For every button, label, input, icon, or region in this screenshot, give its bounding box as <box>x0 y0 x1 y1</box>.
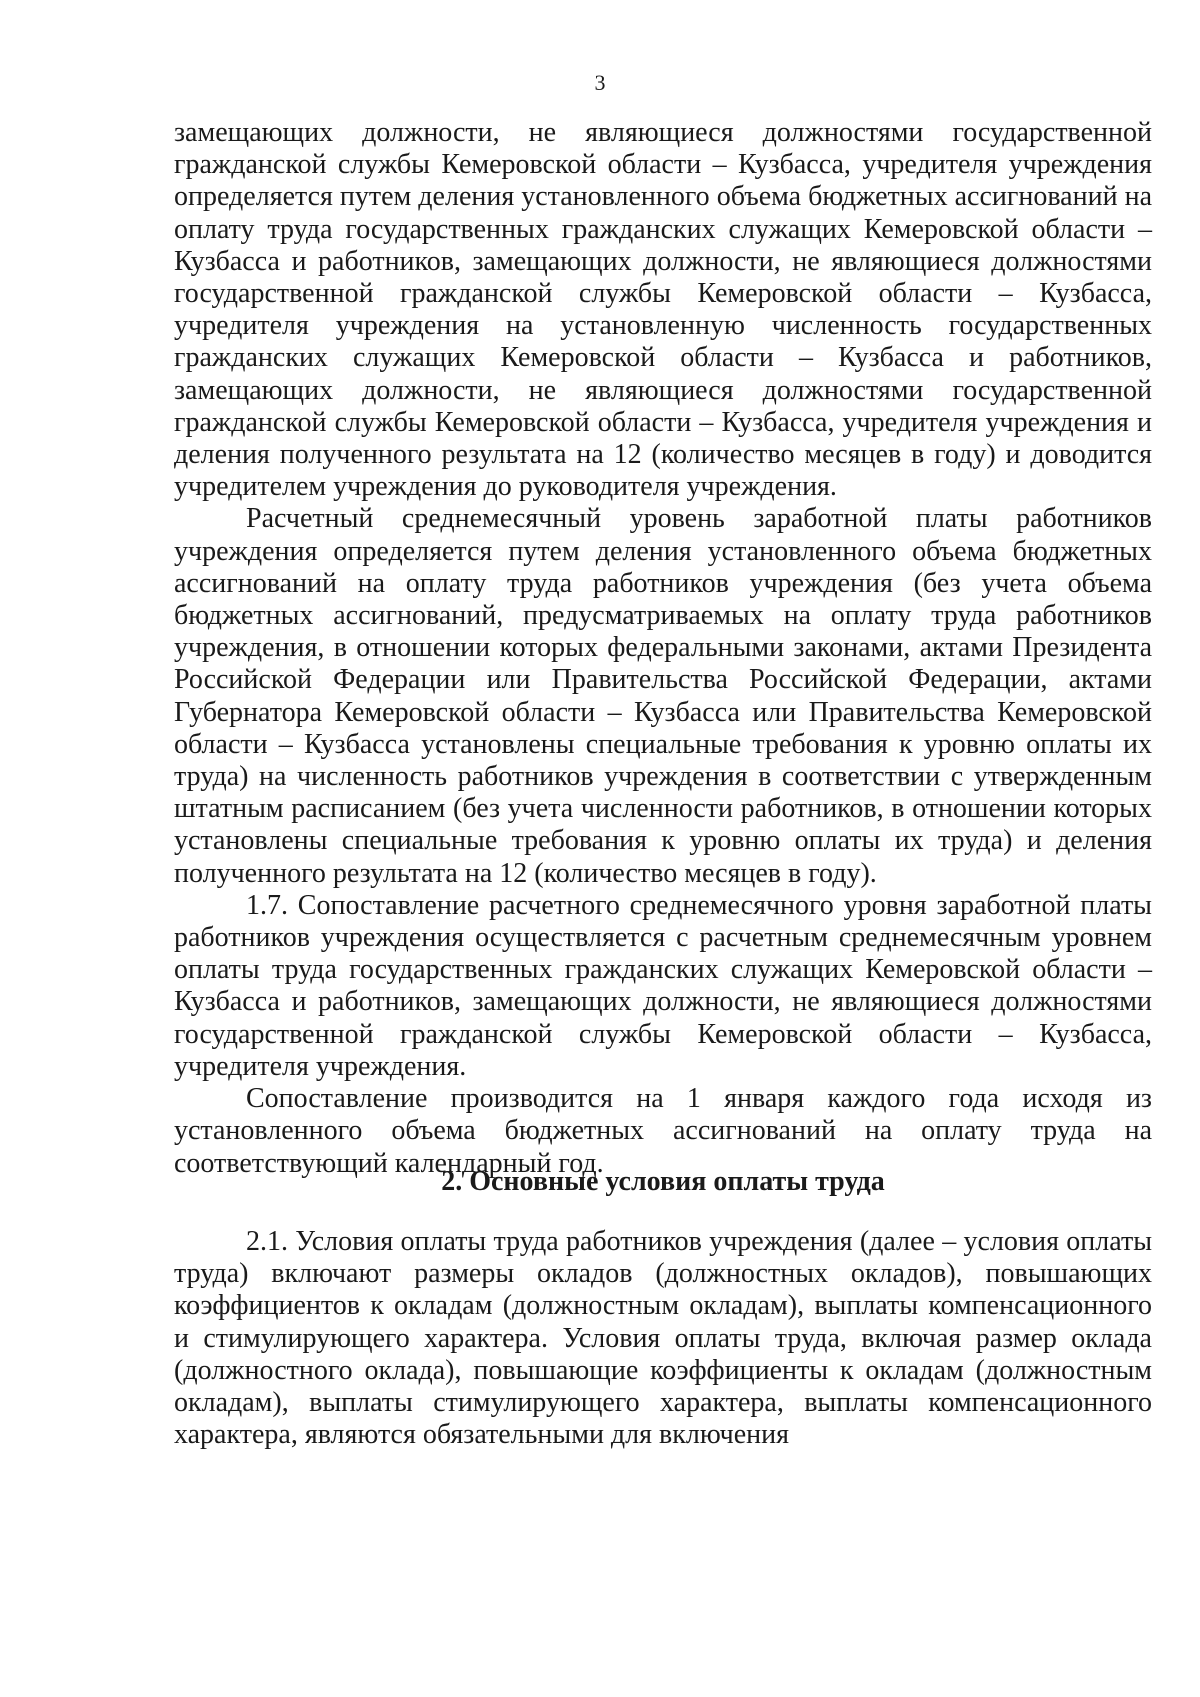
paragraph-salary-calculation: Расчетный среднемесячный уровень заработной платы работников учреждения определяется путем деления установленного объема бюджетных ассигнований на оплату труда работников учреждения (без учета объема бюджетных ассигнований, предусматриваемых на оплату труда работников учреждения, в отношении которых федеральными законами, актами Президента Российской Федерации или Правительства Российской Федерации, актами Губернатора Кемеровской области – Кузбасса или Правительства Кемеровской области – Кузбасса установлены специальные требования к уровню оплаты их труда) на численность работников учреждения в соответствии с утвержденным штатным расписанием (без учета численности работников, в отношении которых установлены специальные требования к уровню оплаты их труда) и деления полученного результата на 12 (количество месяцев в году). <box>174 503 1152 889</box>
paragraph-2-1: 2.1. Условия оплаты труда работников учреждения (далее – условия оплаты труда) включают размеры окладов (должностных окладов), повышающих коэффициентов к окладам (должностным окладам), выплаты компенсационного и стимулирующего характера. Условия оплаты труда, включая размер оклада (должностного оклада), повышающие коэффициенты к окладам (должностным окладам), выплаты стимулирующего характера, выплаты компенсационного характера, являются обязательными для включения <box>174 1226 1152 1451</box>
paragraph-1-7: 1.7. Сопоставление расчетного среднемесячного уровня заработной платы работников учреждения осуществляется с расчетным среднемесячным уровнем оплаты труда государственных гражданских служащих Кемеровской области – Кузбасса и работников, замещающих должности, не являющиеся должностями государственной гражданской службы Кемеровской области – Кузбасса, учредителя учреждения. <box>174 889 1152 1082</box>
section-2-body <box>174 1226 1152 1451</box>
paragraph-continuation: замещающих должности, не являющиеся должностями государственной гражданской службы Кемеровской области – Кузбасса, учредителя учреждения определяется путем деления установленного объема бюджетных ассигнований на оплату труда государственных гражданских служащих Кемеровской области – Кузбасса и работников, замещающих должности, не являющиеся должностями государственной гражданской службы Кемеровской области – Кузбасса, учредителя учреждения на установленную численность государственных гражданских служащих Кемеровской области – Кузбасса и работников, замещающих должности, не являющиеся должностями государственной гражданской службы Кемеровской области – Кузбасса, учредителя учреждения и деления полученного результата на 12 (количество месяцев в году) и доводится учредителем учреждения до руководителя учреждения. <box>174 117 1152 503</box>
section-1-body <box>174 117 1152 1180</box>
page-number: 3 <box>594 70 606 95</box>
section-2-heading: 2. Основные условия оплаты труда <box>441 1166 885 1197</box>
paragraph-comparison-date: Сопоставление производится на 1 января каждого года исходя из установленного объема бюджетных ассигнований на оплату труда на соответствующий календарный год. <box>174 1083 1152 1179</box>
